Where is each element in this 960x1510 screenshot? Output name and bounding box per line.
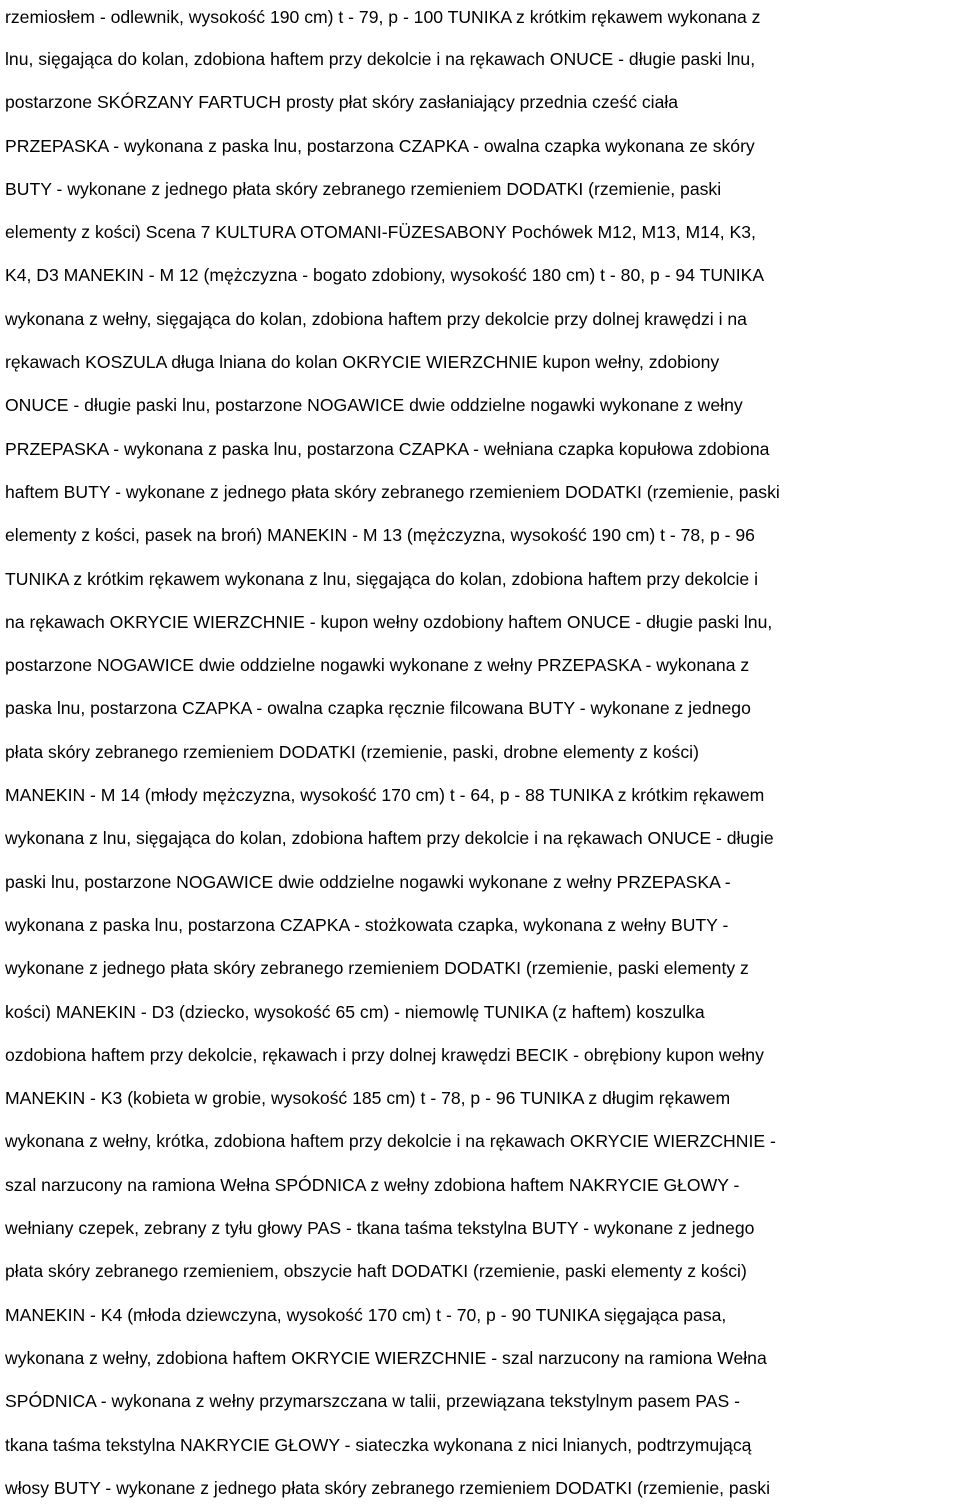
text-line: szal narzucony na ramiona Wełna SPÓDNICA z wełny zdobiona haftem NAKRYCIE GŁOWY -: [5, 1174, 740, 1195]
text-line: wykonana z wełny, sięgająca do kolan, zdobiona haftem przy dekolcie przy dolnej krawędzi i na: [5, 308, 747, 329]
text-line: TUNIKA z krótkim rękawem wykonana z lnu, sięgająca do kolan, zdobiona haftem przy dekolcie i: [5, 568, 758, 589]
text-line: wykonana z wełny, zdobiona haftem OKRYCIE WIERZCHNIE - szal narzucony na ramiona Wełna: [5, 1347, 767, 1368]
text-line: wykonana z paska lnu, postarzona CZAPKA - stożkowata czapka, wykonana z wełny BUTY -: [5, 914, 729, 935]
text-line: PRZEPASKA - wykonana z paska lnu, postarzona CZAPKA - wełniana czapka kopułowa zdobiona: [5, 438, 770, 459]
text-line: wykonane z jednego płata skóry zebranego rzemieniem DODATKI (rzemienie, paski elementy z: [5, 958, 749, 979]
text-line: na rękawach OKRYCIE WIERZCHNIE - kupon wełny ozdobiony haftem ONUCE - długie paski lnu,: [5, 611, 773, 632]
text-line: PRZEPASKA - wykonana z paska lnu, postarzona CZAPKA - owalna czapka wykonana ze skóry: [5, 135, 755, 156]
text-line: BUTY - wykonane z jednego płata skóry zebranego rzemieniem DODATKI (rzemienie, paski: [5, 178, 722, 199]
text-line: płata skóry zebranego rzemieniem, obszycie haft DODATKI (rzemienie, paski elementy z kości): [5, 1261, 747, 1282]
text-line: ONUCE - długie paski lnu, postarzone NOGAWICE dwie oddzielne nogawki wykonane z wełny: [5, 395, 743, 416]
text-line: ozdobiona haftem przy dekolcie, rękawach i przy dolnej krawędzi BECIK - obrębiony kupon wełny: [5, 1044, 764, 1065]
text-line: MANEKIN - K4 (młoda dziewczyna, wysokość 170 cm) t - 70, p - 90 TUNIKA sięgająca pasa,: [5, 1304, 727, 1325]
text-line: włosy BUTY - wykonane z jednego płata skóry zebranego rzemieniem DODATKI (rzemienie, paski: [5, 1477, 770, 1498]
text-line: lnu, sięgająca do kolan, zdobiona haftem przy dekolcie i na rękawach ONUCE - długie paski lnu,: [5, 49, 756, 69]
text-line: rzemiosłem - odlewnik, wysokość 190 cm) t - 79, p - 100 TUNIKA z krótkim rękawem wykonana z: [5, 7, 761, 27]
text-line: tkana taśma tekstylna NAKRYCIE GŁOWY - siateczka wykonana z nici lnianych, podtrzymującą: [5, 1434, 752, 1455]
text-line: paski lnu, postarzone NOGAWICE dwie oddzielne nogawki wykonane z wełny PRZEPASKA -: [5, 871, 731, 892]
text-line: elementy z kości, pasek na broń) MANEKIN - M 13 (mężczyzna, wysokość 190 cm) t - 78, p - 96: [5, 525, 755, 546]
text-line: postarzone SKÓRZANY FARTUCH prosty płat skóry zasłaniający przednia cześć ciała: [5, 92, 679, 113]
text-line: kości) MANEKIN - D3 (dziecko, wysokość 65 cm) - niemowlę TUNIKA (z haftem) koszulka: [5, 1001, 705, 1022]
text-line: postarzone NOGAWICE dwie oddzielne nogawki wykonane z wełny PRZEPASKA - wykonana z: [5, 655, 750, 676]
text-line: SPÓDNICA - wykonana z wełny przymarszczana w talii, przewiązana tekstylnym pasem PAS -: [5, 1391, 740, 1412]
text-line: wełniany czepek, zebrany z tyłu głowy PAS - tkana taśma tekstylna BUTY - wykonane z jednego: [5, 1218, 755, 1239]
document-text-body: [5, 0, 955, 1510]
text-line: MANEKIN - M 14 (młody mężczyzna, wysokość 170 cm) t - 64, p - 88 TUNIKA z krótkim rękawem: [5, 785, 765, 806]
text-line: wykonana z lnu, sięgająca do kolan, zdobiona haftem przy dekolcie i na rękawach ONUCE - długie: [5, 828, 774, 849]
text-line: paska lnu, postarzona CZAPKA - owalna czapka ręcznie filcowana BUTY - wykonane z jednego: [5, 698, 751, 719]
text-line: MANEKIN - K3 (kobieta w grobie, wysokość 185 cm) t - 78, p - 96 TUNIKA z długim rękawem: [5, 1088, 731, 1109]
text-line: elementy z kości) Scena 7 KULTURA OTOMANI-FÜZESABONY Pochówek M12, M13, M14, K3,: [5, 222, 756, 243]
text-line: rękawach KOSZULA długa lniana do kolan OKRYCIE WIERZCHNIE kupon wełny, zdobiony: [5, 352, 720, 373]
text-line: haftem BUTY - wykonane z jednego płata skóry zebranego rzemieniem DODATKI (rzemienie, paski: [5, 481, 780, 502]
text-line: wykonana z wełny, krótka, zdobiona haftem przy dekolcie i na rękawach OKRYCIE WIERZCHNIE -: [5, 1131, 776, 1152]
text-line: K4, D3 MANEKIN - M 12 (mężczyzna - bogato zdobiony, wysokość 180 cm) t - 80, p - 94 TUNIKA: [5, 265, 765, 286]
text-line: płata skóry zebranego rzemieniem DODATKI (rzemienie, paski, drobne elementy z kości): [5, 741, 699, 762]
